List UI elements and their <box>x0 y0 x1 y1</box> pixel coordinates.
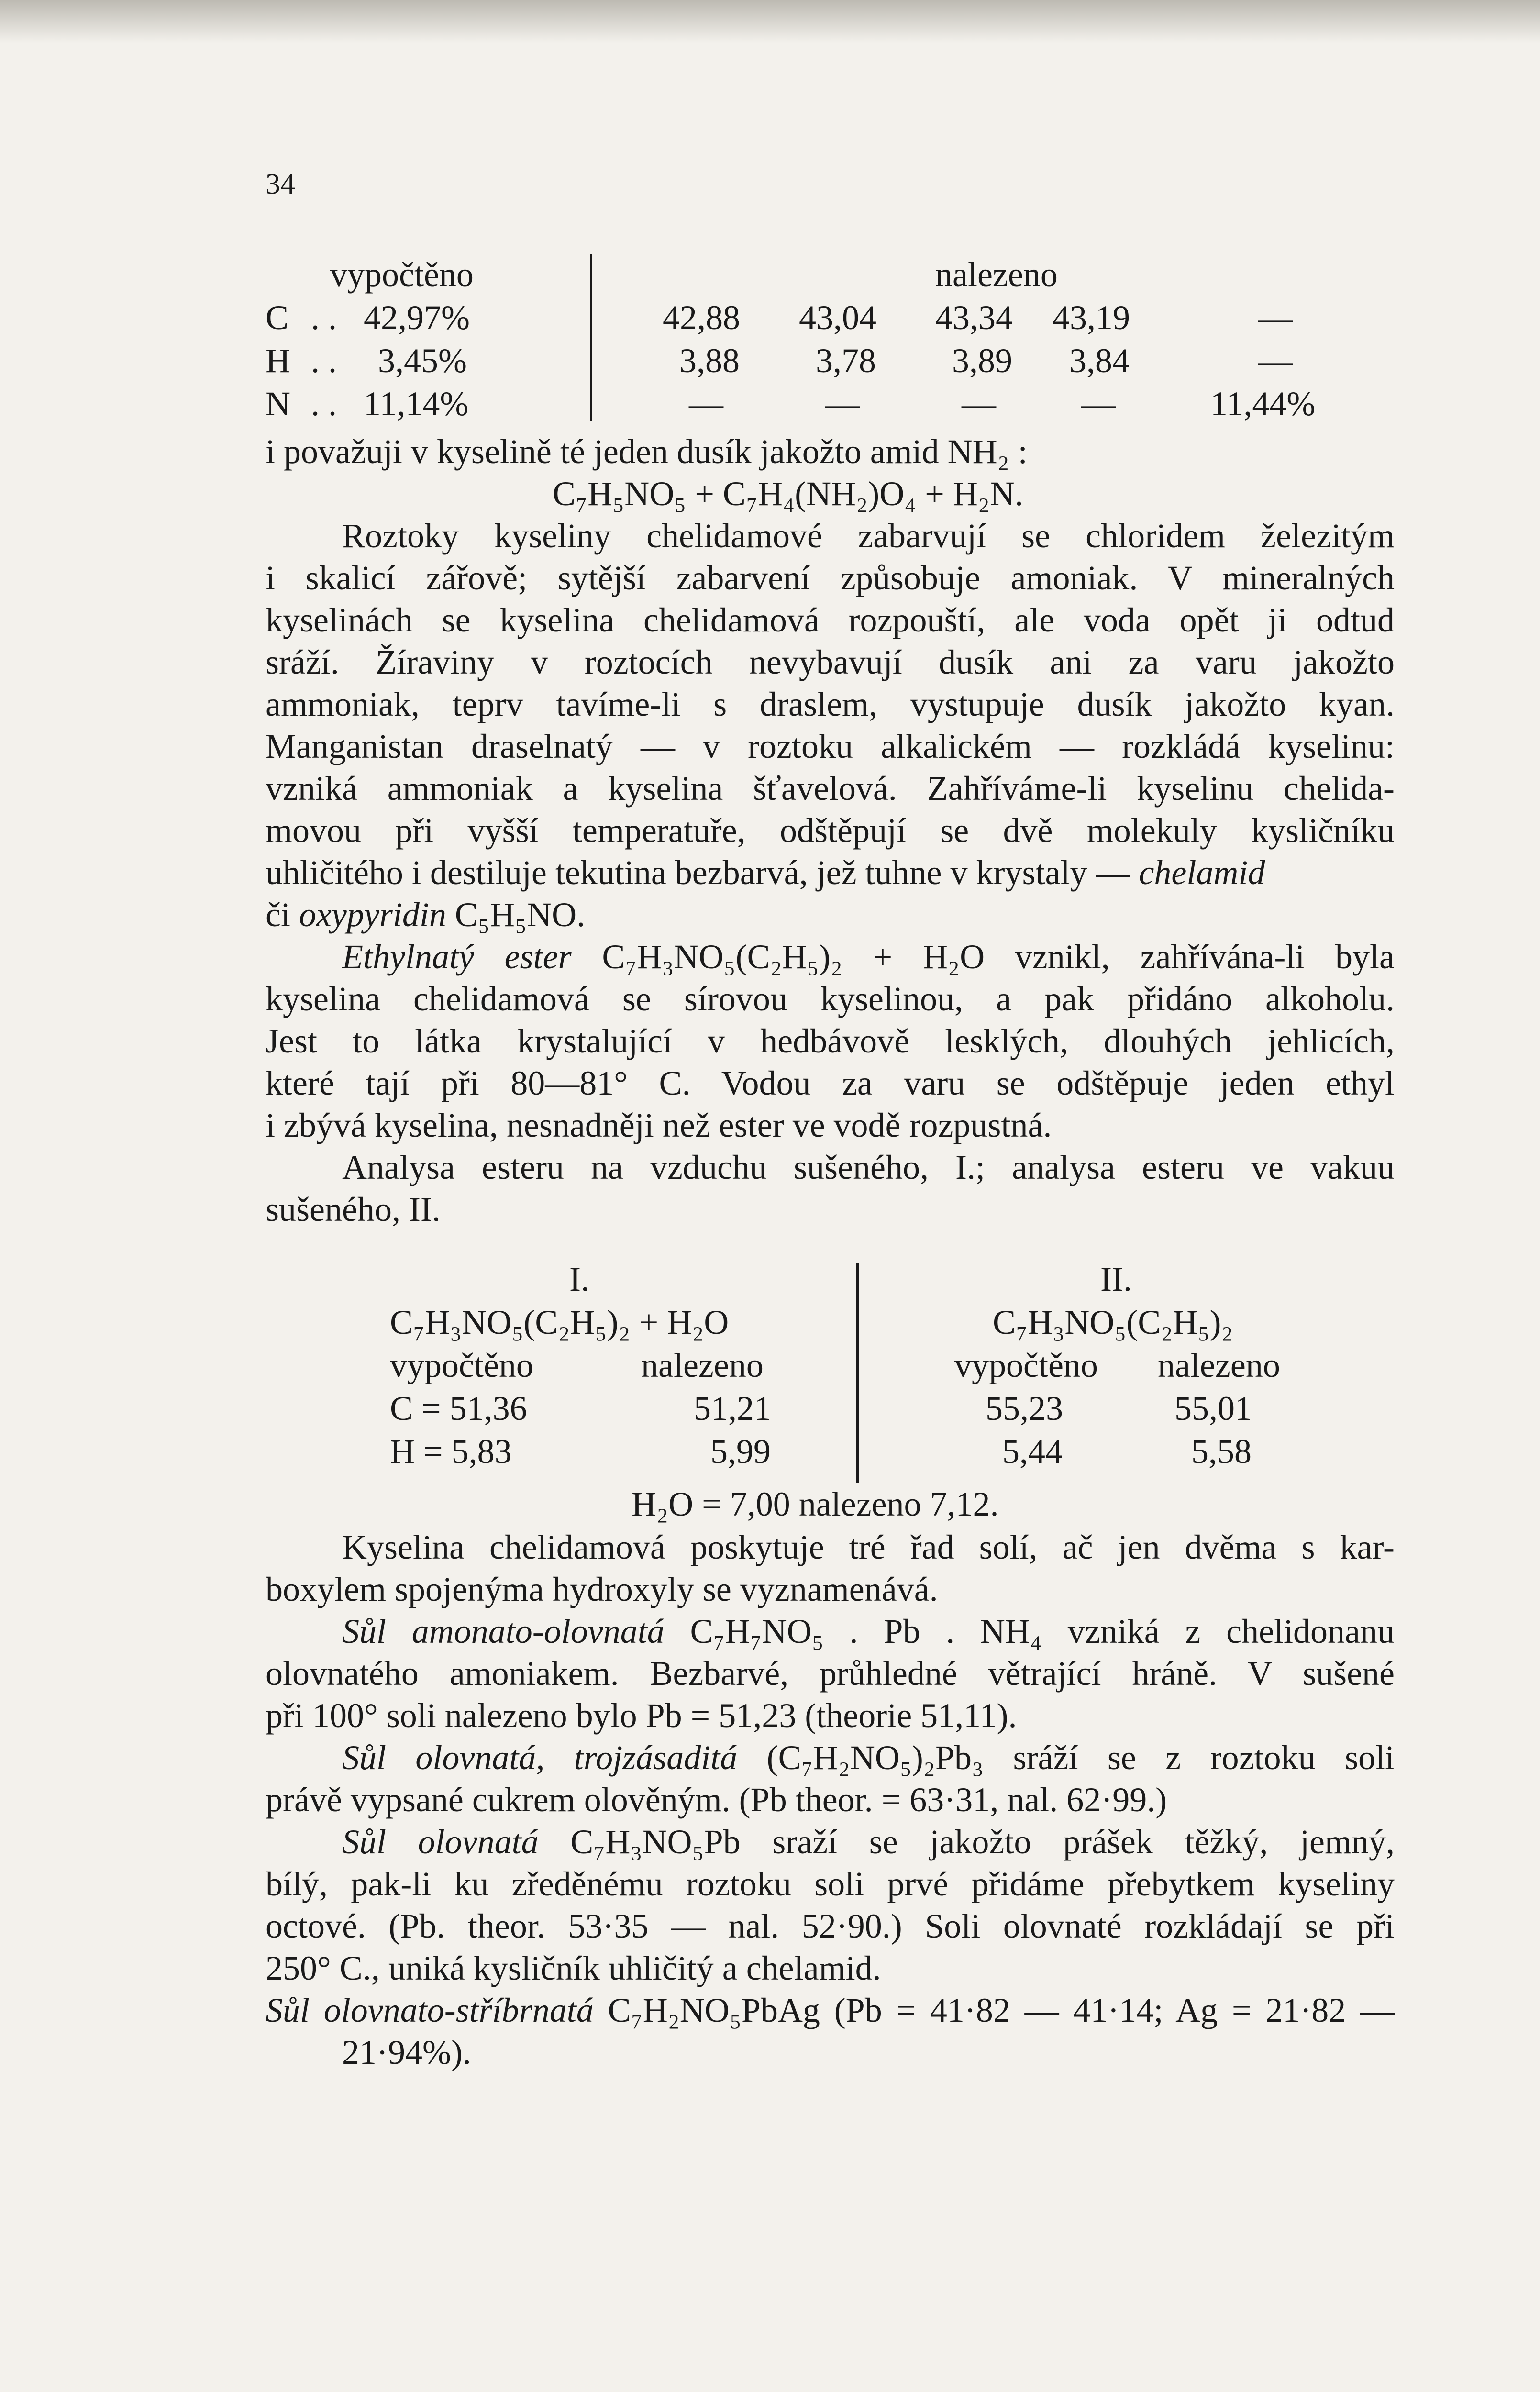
text-line: i považuji v kyselině té jeden dusík jakožto amid NH₂ : <box>266 432 1028 471</box>
text-block-b <box>266 1526 1395 2073</box>
term-ammonium-lead-salt: Sůl amonato-olovnatá <box>342 1612 665 1650</box>
text-line: Manganistan draselnatý — v roztoku alkalickém — rozkládá kyselinu: <box>266 727 1395 765</box>
table2-right-calc: 55,23 <box>986 1389 1063 1428</box>
text-line <box>266 936 1395 978</box>
found-value: — <box>1081 385 1116 423</box>
paragraph-lead-salt <box>266 1821 1395 1989</box>
table2-right-found: 5,58 <box>1191 1432 1252 1471</box>
text-line <box>266 1737 1395 1779</box>
table2-right-calc: 5,44 <box>1002 1432 1063 1471</box>
term-tribasic-lead-salt: Sůl olovnatá, trojzásaditá <box>342 1739 738 1777</box>
table2-right-found: 55,01 <box>1174 1389 1252 1428</box>
text-line: bílý, pak-li ku zředěnému roztoku soli prvé přidáme přebytkem kyseliny <box>266 1865 1395 1903</box>
found-value: 3,84 <box>1069 342 1130 380</box>
found-value: 43,34 <box>935 299 1013 337</box>
term-lead-silver-salt: Sůl olovnato-stříbrnatá <box>266 1991 594 2029</box>
text-line: Kyselina chelidamová poskytuje tré řad solí, ač jen dvěma s kar- <box>342 1528 1395 1566</box>
scan-edge-shadow <box>0 0 1540 43</box>
table2-left-calc-header: vypočtěno <box>390 1346 533 1384</box>
text-run: C₇H₇NO₅ . Pb . NH₄ vzniká z chelidonanu <box>690 1612 1395 1650</box>
table2-left-calc: H = 5,83 <box>390 1432 512 1471</box>
text-line: sráží. Žíraviny v roztocích nevybavují dusík ani za varu jakožto <box>266 643 1395 681</box>
table2-right-found-header: nalezeno <box>1158 1346 1280 1384</box>
term-ethyl-ester: Ethylnatý ester <box>342 938 572 976</box>
text-line <box>266 1821 1395 1863</box>
term-lead-salt: Sůl olovnatá <box>342 1823 539 1861</box>
found-value: — <box>962 385 996 423</box>
chemical-formula: C₇H₅NO₅ + C₇H₄(NH₂)O₄ + H₂N. <box>553 475 1023 513</box>
text-block-a <box>266 431 1395 1230</box>
calc-value: 42,97% <box>364 299 470 337</box>
text-line: i zbývá kyselina, nesnadněji než ester ve vodě rozpustná. <box>266 1106 1052 1144</box>
text-run: uhličitého i destiluje tekutina bezbarvá, jež tuhne v krystaly — <box>266 853 1130 892</box>
found-value: — <box>1258 299 1293 337</box>
text-line: Roztoky kyseliny chelidamové zabarvují se chloridem železitým <box>342 517 1395 555</box>
text-line <box>266 852 1395 894</box>
text-line: vzniká ammoniak a kyselina šťavelová. Zahříváme-li kyselinu chelida- <box>266 769 1395 808</box>
leader-dots: . . <box>311 342 337 380</box>
table1-divider <box>590 254 592 421</box>
found-value: — <box>689 385 723 423</box>
table2-left-numeral: I. <box>569 1260 589 1298</box>
paragraph-analysis <box>266 1146 1395 1230</box>
paragraph-salts <box>266 1526 1395 1610</box>
text-line: boxylem spojenýma hydroxyly se vyznamenává. <box>266 1570 938 1608</box>
table2-left-found: 5,99 <box>710 1432 771 1471</box>
paragraph-ethyl-ester <box>266 936 1395 1146</box>
element-symbol: N <box>266 385 290 423</box>
text-line: Jest to látka krystalující v hedbávově lesklých, dlouhých jehlicích, <box>266 1022 1395 1060</box>
text-line <box>266 894 1395 936</box>
found-value: 3,88 <box>679 342 740 380</box>
text-line: kyselinách se kyselina chelidamová rozpouští, ale voda opět ji odtud <box>266 601 1395 639</box>
text-run: C₇H₃NO₅(C₂H₅)₂ + H₂O vznikl, zahřívána-li byla <box>602 938 1395 976</box>
text-run: či <box>266 896 290 934</box>
calc-value: 3,45% <box>378 342 467 380</box>
leader-dots: . . <box>311 385 337 423</box>
table2-water-line: H₂O = 7,00 nalezeno 7,12. <box>632 1485 999 1523</box>
table2-right-numeral: II. <box>1100 1260 1132 1298</box>
text-line: ammoniak, teprv tavíme-li s draslem, vystupuje dusík jakožto kyan. <box>266 685 1395 723</box>
text-line: právě vypsané cukrem olověným. (Pb theor. = 63·31, nal. 62·99.) <box>266 1781 1167 1819</box>
found-value: 43,19 <box>1053 299 1130 337</box>
element-symbol: C <box>266 299 289 337</box>
paragraph-tribasic-lead-salt <box>266 1737 1395 1821</box>
term-oxypyridin: oxypyridin <box>299 896 446 934</box>
table2-right-formula: C₇H₃NO₅(C₂H₅)₂ <box>993 1303 1233 1341</box>
text-line: sušeného, II. <box>266 1190 441 1229</box>
text-line: které tají při 80—81° C. Vodou za varu se odštěpuje jeden ethyl <box>266 1064 1395 1102</box>
table2-left-found: 51,21 <box>694 1389 771 1428</box>
text-line: movou při vyšší temperatuře, odštěpují se dvě molekuly kysličníku <box>266 811 1395 850</box>
text-line: octové. (Pb. theor. 53·35 — nal. 52·90.) Soli olovnaté rozkládají se při <box>266 1907 1395 1945</box>
table1-calc-header: vypočtěno <box>330 255 474 294</box>
element-symbol: H <box>266 342 290 380</box>
table1-found-header: nalezeno <box>935 255 1058 294</box>
term-chelamid: chelamid <box>1139 853 1265 892</box>
text-run: C₇H₃NO₅Pb sraží se jakožto prášek těžký, jemný, <box>570 1823 1395 1861</box>
paragraph-reactions <box>266 515 1395 936</box>
found-value: 3,89 <box>952 342 1012 380</box>
text-line: 250° C., uniká kysličník uhličitý a chelamid. <box>266 1949 881 1987</box>
text-line: i skalicí zářově; sytější zabarvení způsobuje amoniak. V mineralných <box>266 559 1395 597</box>
found-value: 43,04 <box>799 299 876 337</box>
paragraph-lead-silver-salt <box>266 1989 1395 2073</box>
leader-dots: . . <box>311 299 337 337</box>
found-value: — <box>825 385 860 423</box>
text-line <box>266 1610 1395 1652</box>
table2-left-found-header: nalezeno <box>641 1346 764 1384</box>
text-line: kyselina chelidamová se sírovou kyselinou, a pak přidáno alkoholu. <box>266 980 1395 1018</box>
found-value: — <box>1258 342 1293 380</box>
page-number: 34 <box>266 168 295 200</box>
text-line: 21·94%). <box>342 2033 471 2071</box>
text-line: olovnatého amoniakem. Bezbarvé, průhledné větrající hráně. V sušené <box>266 1654 1395 1693</box>
found-value: 11,44% <box>1210 385 1316 423</box>
chemical-formula: C₅H₅NO. <box>454 896 586 934</box>
table2-divider <box>856 1263 859 1483</box>
found-value: 3,78 <box>816 342 876 380</box>
text-line: při 100° soli nalezeno bylo Pb = 51,23 (theorie 51,11). <box>266 1696 1017 1735</box>
text-run: C₇H₂NO₅PbAg (Pb = 41·82 — 41·14; Ag = 21·82 — <box>608 1991 1395 2029</box>
table2-left-calc: C = 51,36 <box>390 1389 527 1428</box>
text-line: Analysa esteru na vzduchu sušeného, I.; analysa esteru ve vakuu <box>342 1148 1395 1186</box>
found-value: 42,88 <box>663 299 740 337</box>
text-run: (C₇H₂NO₅)₂Pb₃ sráží se z roztoku soli <box>766 1739 1395 1777</box>
calc-value: 11,14% <box>364 385 469 423</box>
table2-left-formula: C₇H₃NO₅(C₂H₅)₂ + H₂O <box>390 1303 729 1341</box>
text-line <box>266 1989 1395 2031</box>
table2-right-calc-header: vypočtěno <box>954 1346 1098 1384</box>
paragraph-ammonium-lead-salt <box>266 1610 1395 1737</box>
